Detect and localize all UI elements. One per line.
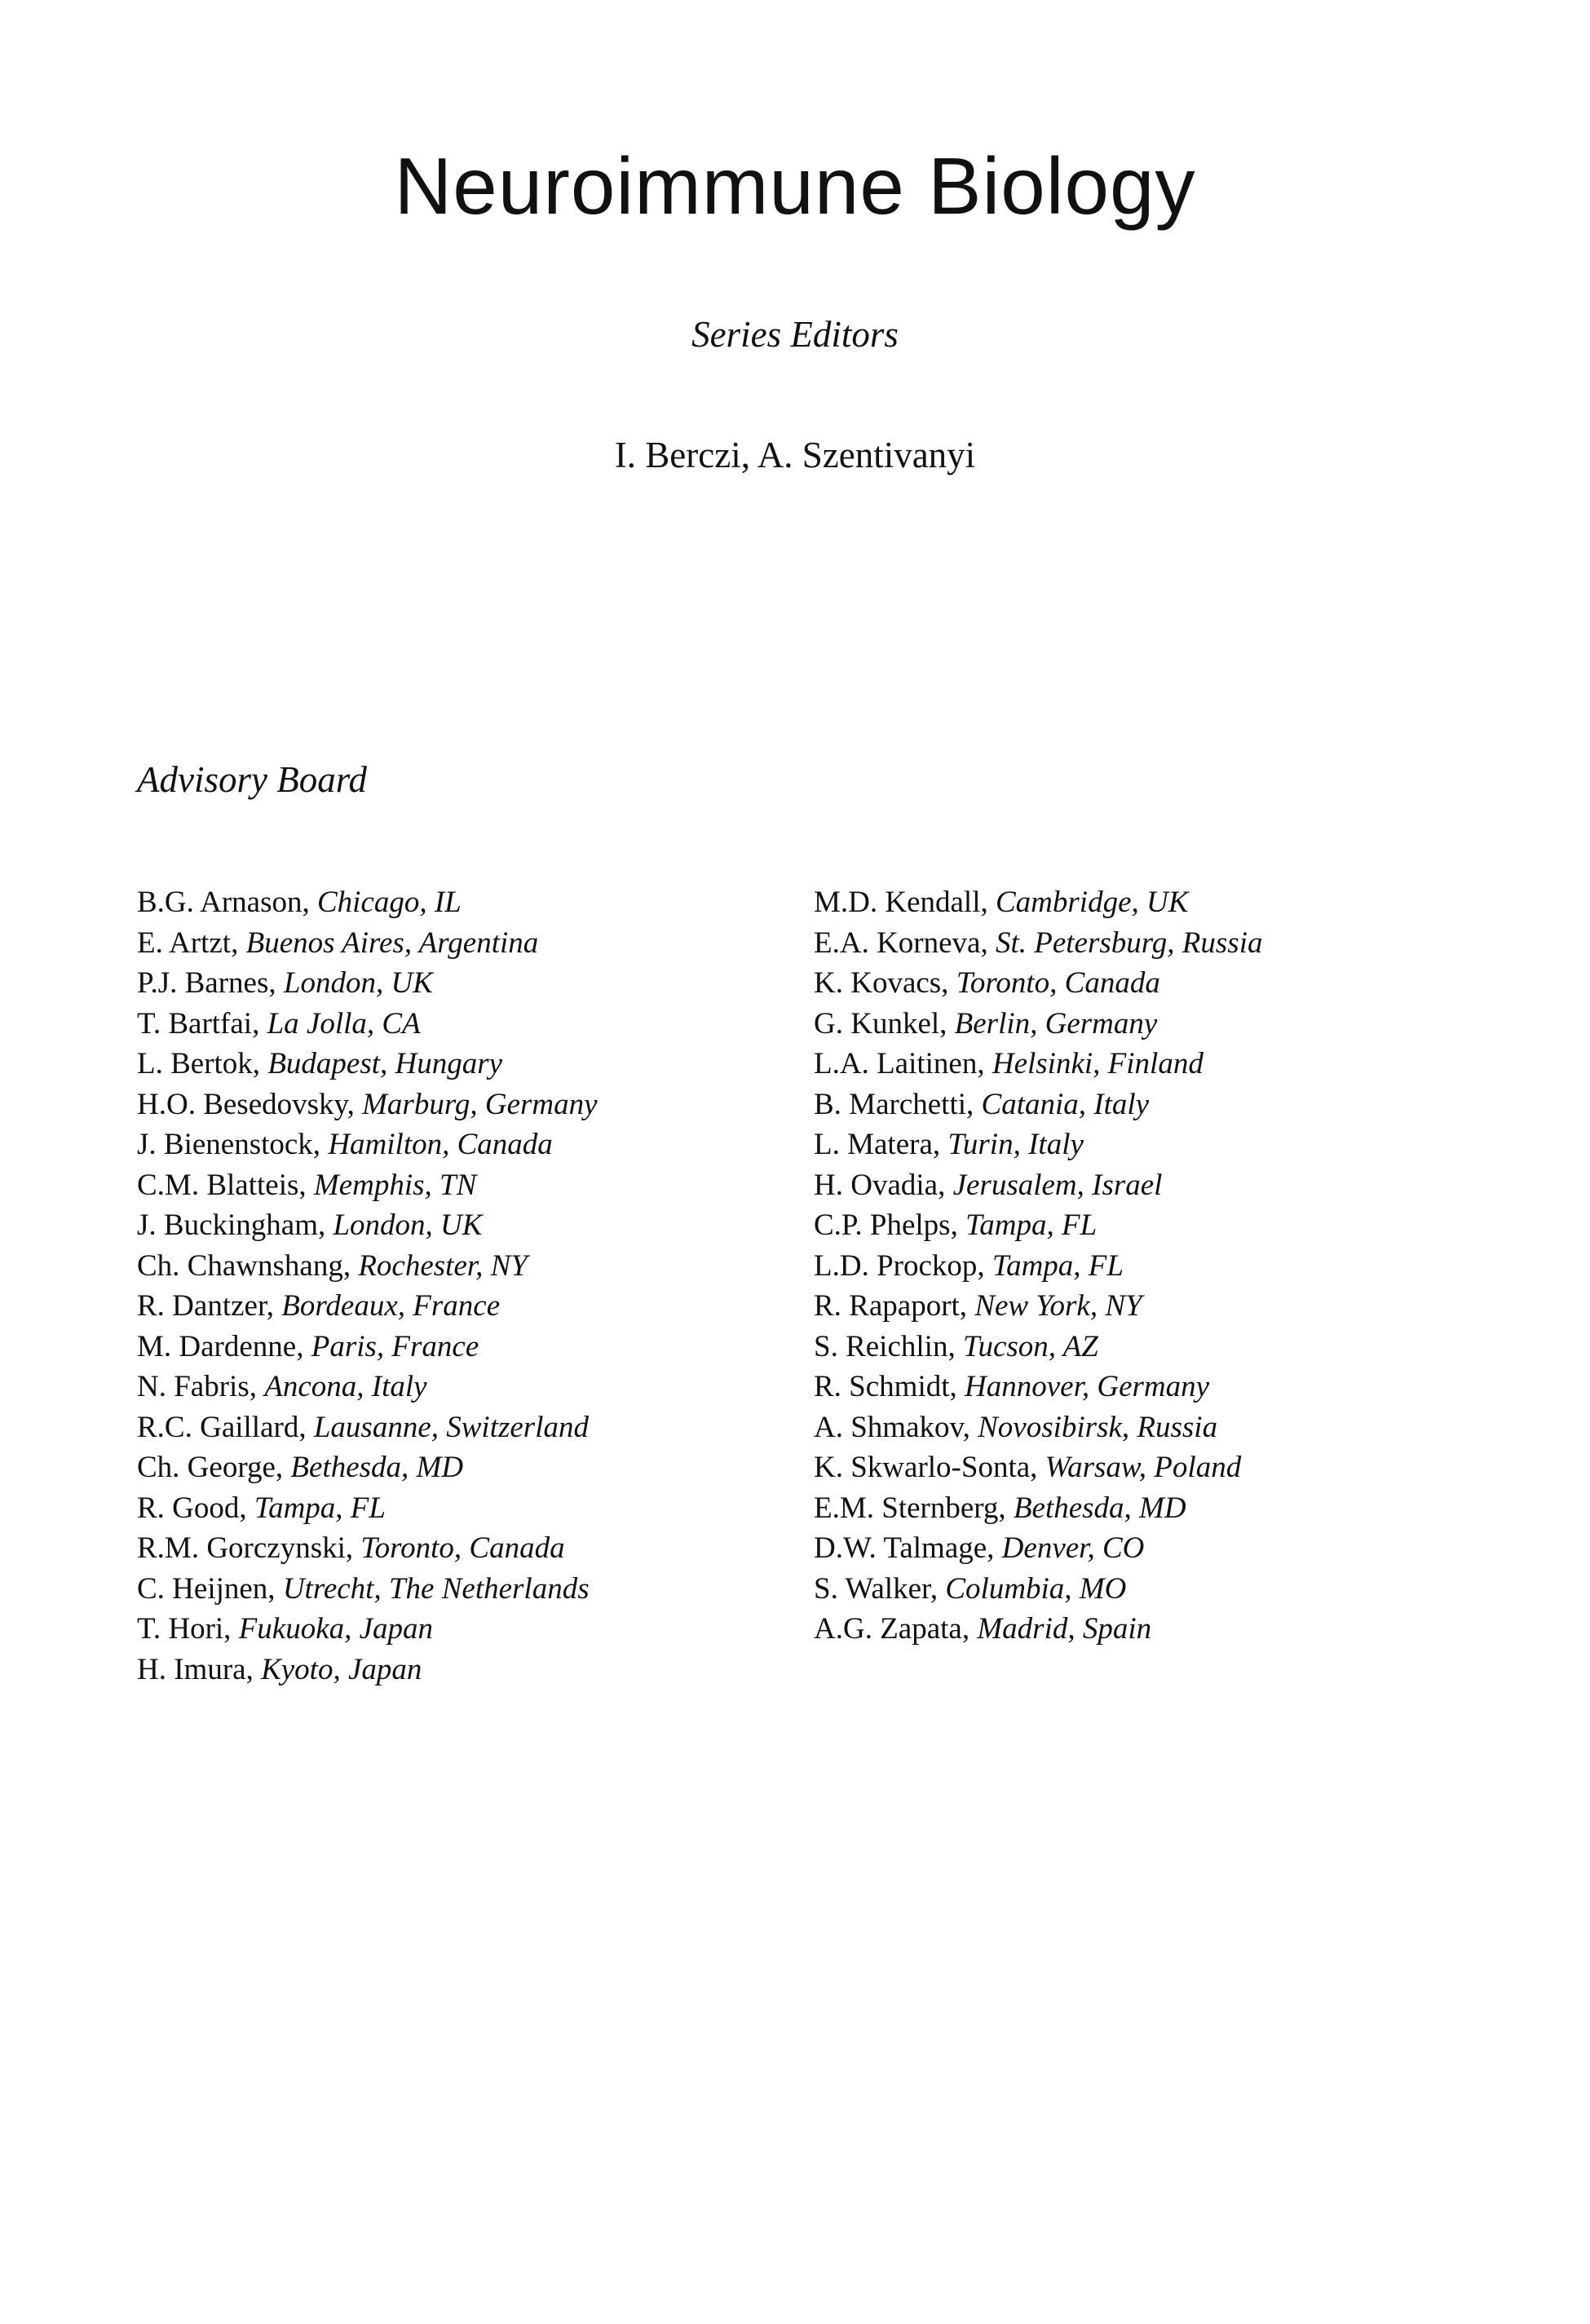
member-location: Catania, Italy [981,1087,1150,1121]
board-member [814,963,1262,1004]
member-location: La Jolla, CA [267,1006,421,1040]
board-member [137,1165,598,1206]
board-member [814,882,1262,923]
member-location: St. Petersburg, Russia [995,926,1263,960]
board-member [814,1165,1262,1206]
board-member [814,1004,1262,1045]
board-member [137,1205,598,1246]
member-name: R. Rapaport, [814,1289,975,1323]
member-name: H. Ovadia, [814,1168,953,1202]
board-member [814,1609,1262,1650]
member-location: Marburg, Germany [362,1087,598,1121]
board-member [137,1407,598,1448]
member-name: L.A. Laitinen, [814,1047,992,1080]
member-location: Tampa, FL [992,1248,1124,1283]
member-location: Rochester, NY [358,1248,528,1283]
member-location: Berlin, Germany [954,1006,1158,1040]
board-member [814,1044,1262,1085]
board-member [137,1528,598,1569]
member-location: Tucson, AZ [962,1329,1098,1363]
board-member [814,1085,1262,1125]
member-name: H.O. Besedovsky, [137,1087,363,1121]
member-name: R. Good, [137,1491,254,1525]
member-name: Ch. George, [137,1451,291,1484]
board-member [814,923,1262,964]
board-member [137,1004,598,1045]
member-location: Warsaw, Poland [1045,1451,1242,1484]
member-name: K. Kovacs, [814,966,956,1000]
member-location: Cambridge, UK [996,886,1189,919]
member-name: E. Artzt, [137,926,246,960]
member-location: Tampa, FL [254,1491,386,1525]
member-location: Bethesda, MD [290,1451,464,1484]
member-name: T. Hori, [137,1612,239,1646]
member-name: G. Kunkel, [814,1006,955,1040]
board-member [137,963,598,1004]
member-location: Turin, Italy [947,1128,1084,1161]
member-location: Tampa, FL [965,1208,1098,1242]
member-location: Paris, France [311,1329,479,1363]
member-name: C.P. Phelps, [814,1208,966,1242]
member-name: S. Walker, [814,1571,946,1606]
series-editors-names: I. Berczi, A. Szentivanyi [614,435,976,475]
member-location: Hannover, Germany [965,1370,1210,1403]
member-location: Hamilton, Canada [328,1128,553,1161]
member-name: C.M. Blatteis, [137,1168,314,1202]
board-member [137,923,598,964]
member-name: R.C. Gaillard, [137,1410,314,1444]
member-name: K. Skwarlo-Sonta, [814,1451,1045,1484]
member-location: Madrid, Spain [977,1612,1152,1646]
member-name: R. Dantzer, [137,1289,282,1323]
board-member [814,1447,1262,1488]
member-name: M. Dardenne, [137,1329,311,1363]
member-name: A.G. Zapata, [814,1612,978,1646]
member-name: Ch. Chawnshang, [137,1248,359,1283]
member-location: Buenos Aires, Argentina [245,926,539,960]
series-title: Neuroimmune Biology [394,141,1196,231]
member-name: L.D. Prockop, [814,1248,992,1283]
series-editors-heading: Series Editors [691,314,899,355]
board-member [137,1569,598,1610]
board-member [814,1528,1262,1569]
member-location: London, UK [283,966,433,1000]
board-member [137,1246,598,1287]
member-location: Bethesda, MD [1013,1491,1186,1525]
member-name: P.J. Barnes, [137,966,284,1000]
member-name: A. Shmakov, [814,1410,978,1444]
member-location: Jerusalem, Israel [952,1168,1163,1202]
board-member [814,1488,1262,1529]
member-location: Budapest, Hungary [267,1047,503,1080]
board-member [137,1650,598,1690]
member-name: R.M. Gorczynski, [137,1531,361,1565]
advisory-board-heading: Advisory Board [137,759,368,800]
member-location: Columbia, MO [945,1571,1127,1606]
board-member [137,1044,598,1085]
member-name: L. Matera, [814,1128,948,1161]
board-member [814,1246,1262,1287]
member-name: N. Fabris, [137,1370,265,1403]
member-location: Toronto, Canada [360,1531,565,1565]
board-member [814,1205,1262,1246]
board-member [814,1327,1262,1367]
member-name: H. Imura, [137,1652,262,1686]
member-name: J. Buckingham, [137,1208,333,1242]
member-name: E.M. Sternberg, [814,1491,1014,1525]
board-member [137,1286,598,1327]
member-name: D.W. Talmage, [814,1531,1002,1565]
member-location: Utrecht, The Netherlands [282,1571,590,1606]
member-location: Helsinki, Finland [992,1047,1204,1080]
member-name: J. Bienenstock, [137,1128,329,1161]
member-location: Chicago, IL [316,886,462,919]
board-member [137,1327,598,1367]
member-name: L. Bertok, [137,1047,268,1080]
board-member [137,1609,598,1650]
board-member [814,1367,1262,1407]
member-location: London, UK [333,1208,483,1242]
member-location: Toronto, Canada [956,966,1160,1000]
member-location: Memphis, TN [313,1168,477,1202]
board-member [137,1085,598,1125]
member-name: B.G. Arnason, [137,886,317,919]
member-name: E.A. Korneva, [814,926,996,960]
member-name: R. Schmidt, [814,1370,965,1403]
board-member [814,1286,1262,1327]
board-member [814,1407,1262,1448]
board-member [137,1124,598,1165]
member-location: Bordeaux, France [281,1289,501,1323]
member-name: C. Heijnen, [137,1571,283,1606]
board-member [137,1488,598,1529]
member-location: Novosibirsk, Russia [978,1410,1218,1444]
member-location: Kyoto, Japan [261,1652,422,1686]
advisory-board-left-column [137,882,598,1690]
board-member [137,1447,598,1488]
member-name: M.D. Kendall, [814,886,996,919]
board-member [137,1367,598,1407]
member-location: Denver, CO [1001,1531,1145,1565]
member-name: B. Marchetti, [814,1087,982,1121]
member-location: Fukuoka, Japan [238,1612,434,1646]
member-location: Ancona, Italy [264,1370,427,1403]
member-name: T. Bartfai, [137,1006,267,1040]
board-member [814,1569,1262,1610]
board-member [814,1124,1262,1165]
advisory-board-right-column [814,882,1262,1650]
member-name: S. Reichlin, [814,1329,963,1363]
member-location: Lausanne, Switzerland [313,1410,589,1444]
member-location: New York, NY [974,1289,1142,1323]
board-member [137,882,598,923]
